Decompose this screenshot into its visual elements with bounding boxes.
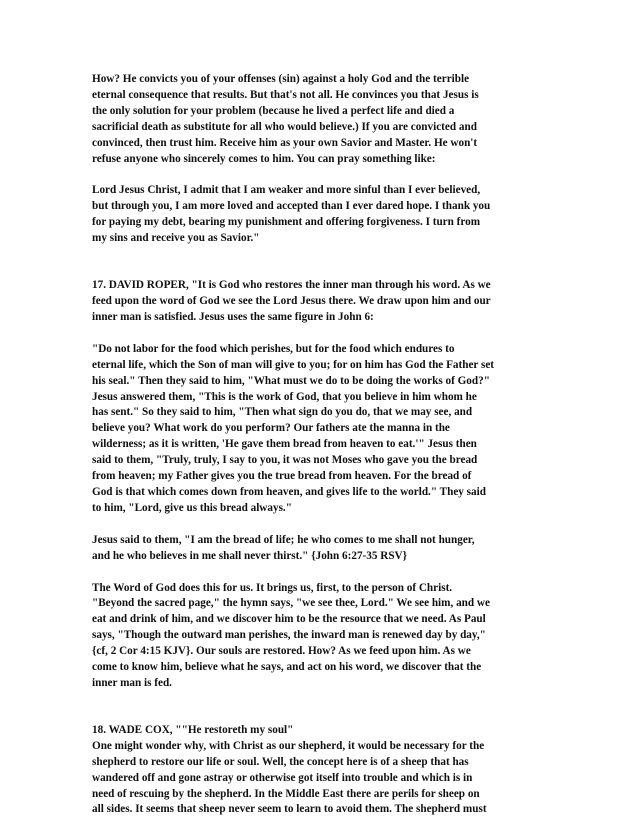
paragraph-john-quote-1: "Do not labor for the food which perishes, but for the food which endures to eternal life, which the Son of man will give to you; for on him has God the Father set his seal." Then they said to him, "What must we do to be doing the works of God?" Jesus answered them, "This is the work of God, that you believe in him whom he has sent." So they said to him, "Then what sign do you do, that we may see, and believe you? What work do you perform? Our fathers ate the manna in the wilderness; as it is written, 'He gave them bread from heaven to eat.'" Jesus then said to them, "Truly, truly, I say to you, it was not Moses who gave you the bread from heaven; my Father gives you the true bread from heaven. For the bread of God is that which comes down from heaven, and gives life to the world." They said to him, "Lord, give us this bread always." [92, 342, 495, 514]
paragraph-david-roper: 17. DAVID ROPER, "It is God who restores the inner man through his word. As we feed upon the word of God we see the Lord Jesus there. We draw upon him and our inner man is satisfied. Jesus uses the same figure in John 6: [92, 279, 491, 323]
paragraph-conviction: How? He convicts you of your offenses (sin) against a holy God and the terrible eternal consequence that results. But that's not all. He convinces you that Jesus is the only solution for your problem (because he lived a perfect life and died a sacrificial death as substitute for all who would believe.) If you are convicted and convinced, then trust him. Receive him as your own Savior and Master. He won't refuse anyone who sincerely comes to him. You can pray something like: [92, 73, 479, 165]
paragraph-prayer: Lord Jesus Christ, I admit that I am weaker and more sinful than I ever believed, but through you, I am more loved and accepted than I ever dared hope. I thank you for paying my debt, bearing my punishment and offering forgiveness. I turn from my sins and receive you as Savior." [92, 184, 491, 245]
paragraph-word-of-god: The Word of God does this for us. It brings us, first, to the person of Christ. "Beyond the sacred page," the hymn says, "we see thee, Lord." We see him, and we eat and drink of him, and we discover him to be the resource that we need. As Paul says, "Though the outward man perishes, the inward man is renewed day by day," {cf, 2 Cor 4:15 KJV}. Our souls are restored. How? As we feed upon him. As we come to know him, believe what he says, and act on his word, we discover that the inner man is fed. [92, 581, 490, 689]
paragraph-wade-cox: 18. WADE COX, ""He restoreth my soul" One might wonder why, with Christ as our shepherd, it would be necessary for the shepherd to restore our life or soul. Well, the concept here is of a sheep that has wandered off and gone astray or otherwise got itself into trouble and which is in need of rescuing by the shepherd. In the Middle East there are perils for sheep on all sides. It seems that sheep never seem to learn to avoid them. The shepherd must [92, 723, 487, 816]
paragraph-john-quote-2: Jesus said to them, "I am the bread of life; he who comes to me shall not hunger, and he who believes in me shall never thirst." {John 6:27-35 RSV} [92, 533, 475, 562]
document-page [92, 72, 552, 818]
